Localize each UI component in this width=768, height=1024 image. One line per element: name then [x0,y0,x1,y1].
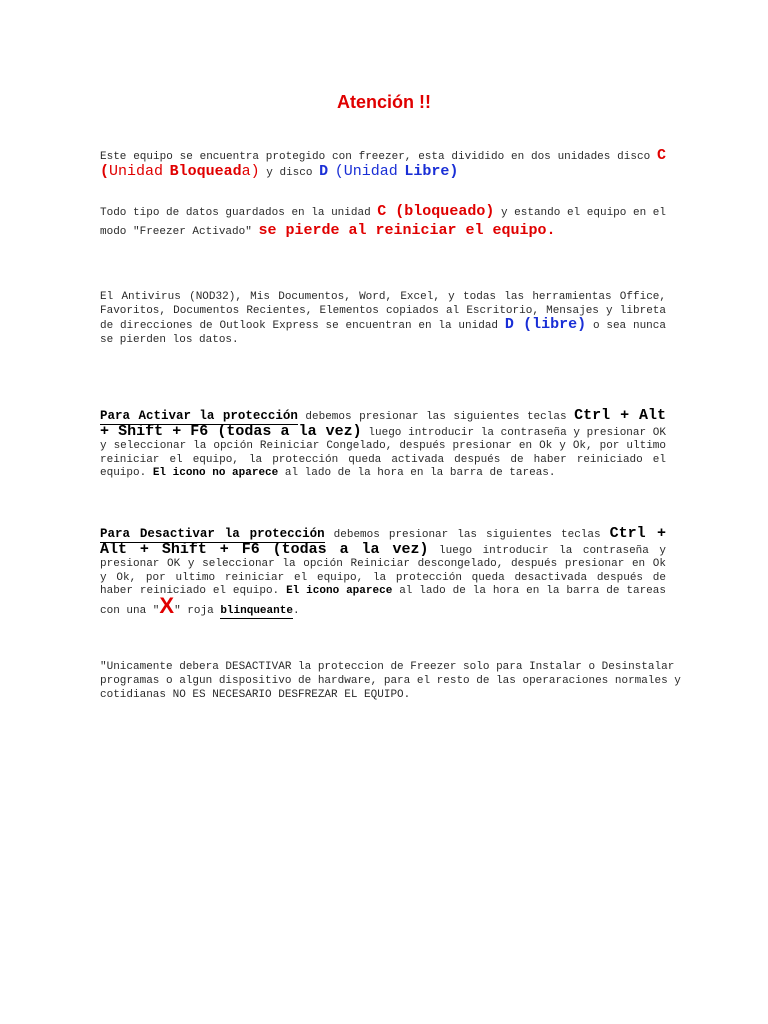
drive-c-label-bloqueada: Bloquead [169,162,242,180]
intro-text: Este equipo se encuentra protegido con freezer, esta dividido en dos unidades disco [100,151,651,163]
deactivate-period: . [292,604,300,617]
intro-paragraph [100,149,666,180]
drive-c-letter: C [656,147,666,164]
activate-section [100,409,666,481]
deactivate-body: luego introducir la contraseña y presionar OK y seleccionar la opción Reiniciar descongelado, después presionar en Ok y Ok, por ultimo reiniciar el equipo, la protección queda desactivada después de haber reiniciado el equipo. [100,544,667,598]
deactivate-intro: debemos presionar las siguientes teclas [333,529,601,541]
activate-heading: Para Activar la protección [100,409,298,423]
locked-text: Todo tipo de datos guardados en la unidad [100,207,371,219]
page-title: Atención !! [337,92,431,112]
important-note: "Unicamente debera DESACTIVAR la proteccion de Freezer solo para Instalar o Desinstalar programas o algun dispositivo de hardware, para el resto de las operaraciones normales y cotidianas NO ES NECESARIO DESFREZAR EL EQUIPO. [100,661,681,701]
activate-key-combo: Ctrl + Alt + Shift + F6 (todas a la vez) [100,407,667,440]
drive-d-label-libre: Libre) [404,162,459,180]
drive-c-label-end: a) [241,162,260,180]
activate-tail: al lado de la hora en la barra de tareas. [284,467,556,480]
deactivate-section [100,527,666,619]
drive-d-label-unidad: (Unidad [334,162,398,180]
free-drive-paragraph [100,291,666,347]
intro-text-disco: y disco [266,166,313,179]
red-x-mark: X [159,592,175,618]
drive-d-letter: D [319,162,329,180]
deactivate-icon-note: El icono aparece [286,585,393,598]
activate-icon-note: El icono no aparece [152,467,279,480]
drive-d-free: D (libre) [504,316,587,334]
free-drive-tail: o sea nunca se pierden los datos. [100,320,666,346]
locked-drive-paragraph [100,203,666,241]
deactivate-tail: al lado de la hora en la barra de tareas con una " [100,585,666,617]
activate-body: luego introducir la contraseña y presionar OK y seleccionar la opción Reiniciar Congelado, después presionar en Ok y Ok, por ultimo reiniciar el equipo, la protección queda activada después de haber reiniciado el equipo. [100,426,666,480]
activate-intro: debemos presionar las siguientes teclas [305,411,567,423]
drive-c-label-unidad: Unidad [109,162,164,180]
drive-c-paren: ( [100,162,110,180]
blink-word: blinqueante [220,604,293,617]
locked-text-mode: y estando el equipo en el modo "Freezer Activado" [100,207,666,238]
deactivate-key-combo: Ctrl + Alt + Shift + F6 (todas a la vez) [100,525,666,558]
drive-c-locked: C (bloqueado) [377,203,495,220]
deactivate-heading: Para Desactivar la protección [100,527,325,541]
data-loss-warning: se pierde al reiniciar el equipo. [258,222,556,239]
free-drive-text: El Antivirus (NOD32), Mis Documentos, Word, Excel, y todas las herramientas Office, Favoritos, Documentos Recientes, Elementos copiados al Escritorio, Mensajes y libreta de direcciones de Outlook Express se encuentran en la unidad [100,291,666,333]
deactivate-tail-roja: " roja [174,604,214,617]
